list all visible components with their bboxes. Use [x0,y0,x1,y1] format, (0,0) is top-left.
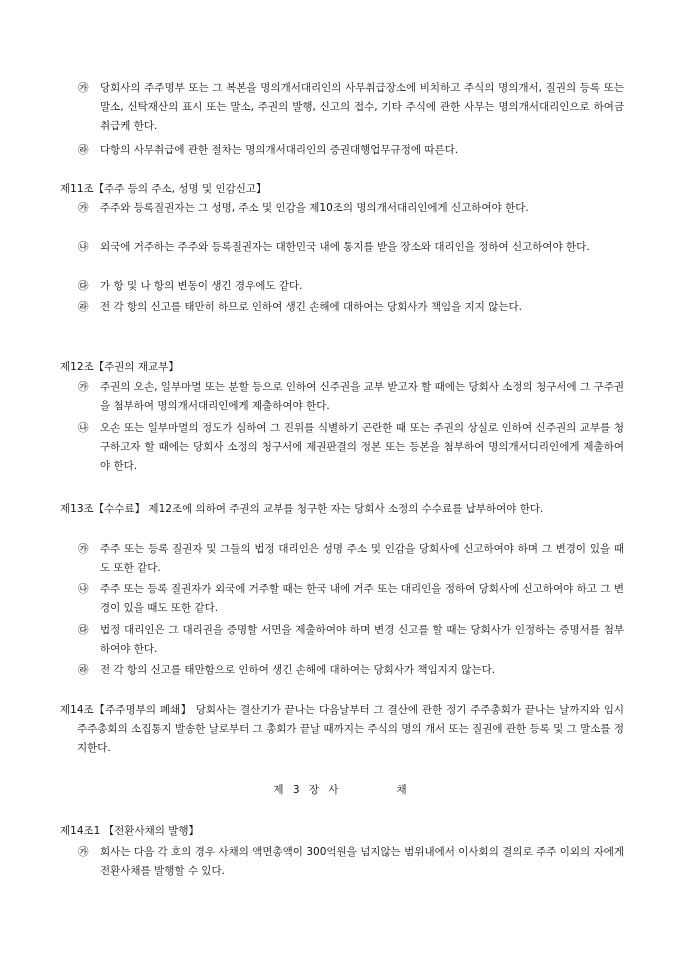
chapter-title-b: 채 [396,784,407,796]
item-text: 다항의 사무취급에 관한 절차는 명의개서대리인의 증권대행업무규정에 따른다. [100,144,459,156]
article-12-item-ga [78,378,624,416]
item-marker: ㉮ [78,381,89,393]
item-marker: ㉰ [78,624,89,636]
item-text: 회사는 다음 각 호의 경우 사채의 액면총액이 300억원을 넘지않는 범위내에서 이사회의 결의로 주주 이외의 자에게 전환사채를 발행할 수 있다. [100,846,624,877]
article-14-1-item-ga [78,843,624,881]
heading-text: 제14조1 【전환사채의 발행】 [60,825,200,837]
item-marker: ㉱ [78,301,89,313]
intro-item-ra [78,141,624,160]
heading-text: 제14조【주주명부의 폐쇄】 [60,704,192,716]
heading-text: 제13조【수수료】 [60,503,146,515]
article-14-1-heading [60,822,624,841]
article-13-item-na [78,580,624,618]
chapter-title-a: 사 [328,784,339,796]
item-text: 주주 또는 등록 질권자가 외국에 거주할 때는 한국 내에 거주 또는 대리인을 정하여 당회사에 신고하여야 하고 그 변경이 있을 때도 또한 같다. [100,583,624,614]
chapter-number: 제 3 장 [273,784,319,796]
item-marker: ㉮ [78,82,89,94]
item-text: 주주 또는 등록 질권자 및 그들의 법정 대리인은 성명 주소 및 인감을 당회사에 신고하여야 하며 그 변경이 있을 때도 또한 같다. [100,543,624,574]
item-marker: ㉯ [78,583,89,595]
chapter-heading [0,781,680,800]
article-14 [60,701,624,758]
item-text: 전 각 항의 신고를 태만함으로 인하여 생긴 손해에 대하여는 당회사가 책임지지 않는다. [100,664,496,676]
article-11-heading [60,180,624,199]
item-text: 당회사의 주주명부 또는 그 복본을 명의개서대리인의 사무취급장소에 비치하고 주식의 명의개서, 질권의 등록 또는 말소, 신탁재산의 표시 또는 말소, 주권의 발행, 신고의 접수, 기타 주식에 관한 사무는 명의개서대리인으로 하여금 취급케 한다. [100,82,624,132]
article-11-item-da [78,277,624,296]
item-marker: ㉮ [78,543,89,555]
item-marker: ㉱ [78,664,89,676]
item-text: 주주와 등록질권자는 그 성명, 주소 및 인감을 제10조의 명의개서대리인에게 신고하여야 한다. [100,202,529,214]
item-marker: ㉯ [78,422,89,434]
article-13-item-ra [78,661,624,680]
item-marker: ㉰ [78,280,89,292]
article-13-item-ga [78,540,624,578]
item-text: 가 항 및 나 항의 변동이 생긴 경우에도 같다. [100,280,303,292]
item-text: 오손 또는 일부마멸의 정도가 심하여 그 진위를 식별하기 곤란한 때 또는 주권의 상실로 인하여 신주권의 교부를 청구하고자 할 때에는 당회사 소정의 청구서에 제권판결의 정본 또는 등본을 첨부하여 명의개서디리인에게 제출하여야 한다. [100,422,624,472]
heading-text: 제12조【주권의 재교부】 [60,361,179,373]
item-marker: ㉮ [78,846,89,858]
item-text: 법정 대리인은 그 대리권을 증명할 서면을 제출하여야 하며 변경 신고를 할 때는 당회사가 인정하는 증명서를 첨부하여야 한다. [100,624,624,655]
item-marker: ㉱ [78,144,89,156]
item-text: 전 각 항의 신고를 태만히 하므로 인하여 생긴 손해에 대하여는 당회사가 책임을 지지 않는다. [100,301,523,313]
article-body: 제12조에 의하여 주권의 교부를 청구한 자는 당회사 소정의 수수료를 납부하여야 한다. [148,503,544,515]
article-13-item-da [78,621,624,659]
article-13 [60,500,624,519]
item-marker: ㉯ [78,241,89,253]
article-11-item-ra [78,298,624,317]
item-marker: ㉮ [78,202,89,214]
item-text: 주권의 오손, 일부마멸 또는 분할 등으로 인하여 신주권을 교부 받고자 할 때에는 당회사 소정의 청구서에 그 구주권을 첨부하여 명의개서대리인에게 제출하여야 한다. [100,381,624,412]
intro-item-ga [78,79,624,136]
heading-text: 제11조【주주 등의 주소, 성명 및 인감신고】 [60,183,267,195]
article-12-heading [60,358,624,377]
article-11-item-na [78,238,624,257]
article-11-item-ga [78,199,624,218]
article-12-item-na [78,419,624,476]
article-body: 당회사는 결산기가 끝나는 다음날부터 그 결산에 관한 정기 주주총회가 끝나는 날까지와 임시주주총회의 소집통지 발송한 날로부터 그 총회가 끝날 때까지는 주식의 명의 개서 또는 질권에 관한 등록 및 그 말소를 정지한다. [77,704,624,754]
item-text: 외국에 거주하는 주주와 등록질권자는 대한민국 내에 통지를 받을 장소와 대리인을 정하여 신고하여야 한다. [100,241,590,253]
